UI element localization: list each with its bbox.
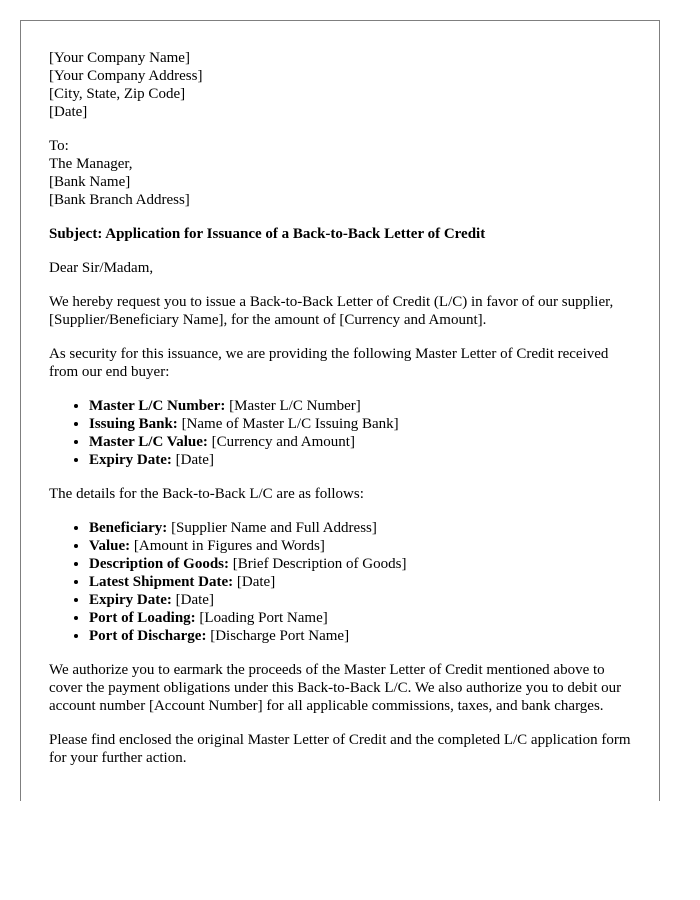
list-item	[89, 519, 639, 537]
master-expiry-date-value: [Date]	[171, 452, 214, 468]
master-lc-value-value: [Currency and Amount]	[207, 434, 355, 450]
enclosed-paragraph: Please find enclosed the original Master Letter of Credit and the completed L/C application form for your further action.	[49, 732, 631, 766]
letter-page	[20, 20, 660, 801]
expiry-date-value: [Date]	[171, 592, 214, 608]
recipient-to: To:	[49, 138, 69, 154]
sender-company-address: [Your Company Address]	[49, 68, 203, 84]
expiry-date-label: Expiry Date:	[89, 592, 172, 608]
port-of-loading-value: [Loading Port Name]	[195, 610, 328, 626]
request-paragraph: We hereby request you to issue a Back-to-Back Letter of Credit (L/C) in favor of our supplier, [Supplier/Beneficiary Name], for the amount of [Currency and Amount].	[49, 294, 614, 328]
authorize-paragraph: We authorize you to earmark the proceeds of the Master Letter of Credit mentioned above to cover the payment obligations under this Back-to-Back L/C. We also authorize you to debit our account number [Account Number] for all applicable commissions, taxes, and bank charges.	[49, 662, 622, 714]
recipient-block	[49, 137, 639, 209]
salutation: Dear Sir/Madam,	[49, 260, 154, 276]
list-item	[89, 451, 639, 469]
sender-city-state-zip: [City, State, Zip Code]	[49, 86, 186, 102]
description-of-goods-label: Description of Goods:	[89, 556, 229, 572]
recipient-title: The Manager,	[49, 156, 133, 172]
beneficiary-label: Beneficiary:	[89, 520, 168, 536]
back-to-back-lc-list	[49, 519, 639, 645]
sender-company-name: [Your Company Name]	[49, 50, 190, 66]
list-item	[89, 573, 639, 591]
list-item	[89, 397, 639, 415]
sender-block	[49, 49, 639, 121]
beneficiary-value: [Supplier Name and Full Address]	[167, 520, 377, 536]
list-item	[89, 627, 639, 645]
master-lc-list	[49, 397, 639, 469]
details-intro-paragraph: The details for the Back-to-Back L/C are as follows:	[49, 486, 364, 502]
list-item	[89, 433, 639, 451]
list-item	[89, 415, 639, 433]
recipient-bank-name: [Bank Name]	[49, 174, 131, 190]
list-item	[89, 591, 639, 609]
latest-shipment-date-label: Latest Shipment Date:	[89, 574, 234, 590]
port-of-discharge-value: [Discharge Port Name]	[206, 628, 350, 644]
master-lc-number-label: Master L/C Number:	[89, 398, 226, 414]
issuing-bank-value: [Name of Master L/C Issuing Bank]	[177, 416, 399, 432]
description-of-goods-value: [Brief Description of Goods]	[229, 556, 407, 572]
master-lc-value-label: Master L/C Value:	[89, 434, 208, 450]
list-item	[89, 537, 639, 555]
list-item	[89, 555, 639, 573]
subject-line: Subject: Application for Issuance of a Back-to-Back Letter of Credit	[49, 226, 486, 242]
value-value: [Amount in Figures and Words]	[130, 538, 325, 554]
recipient-bank-branch-address: [Bank Branch Address]	[49, 192, 190, 208]
value-label: Value:	[89, 538, 131, 554]
master-expiry-date-label: Expiry Date:	[89, 452, 172, 468]
letter-body	[49, 49, 639, 767]
master-lc-number-value: [Master L/C Number]	[225, 398, 361, 414]
letter-date: [Date]	[49, 104, 88, 120]
port-of-discharge-label: Port of Discharge:	[89, 628, 207, 644]
list-item	[89, 609, 639, 627]
security-paragraph: As security for this issuance, we are providing the following Master Letter of Credit received from our end buyer:	[49, 346, 609, 380]
latest-shipment-date-value: [Date]	[233, 574, 276, 590]
port-of-loading-label: Port of Loading:	[89, 610, 196, 626]
issuing-bank-label: Issuing Bank:	[89, 416, 178, 432]
